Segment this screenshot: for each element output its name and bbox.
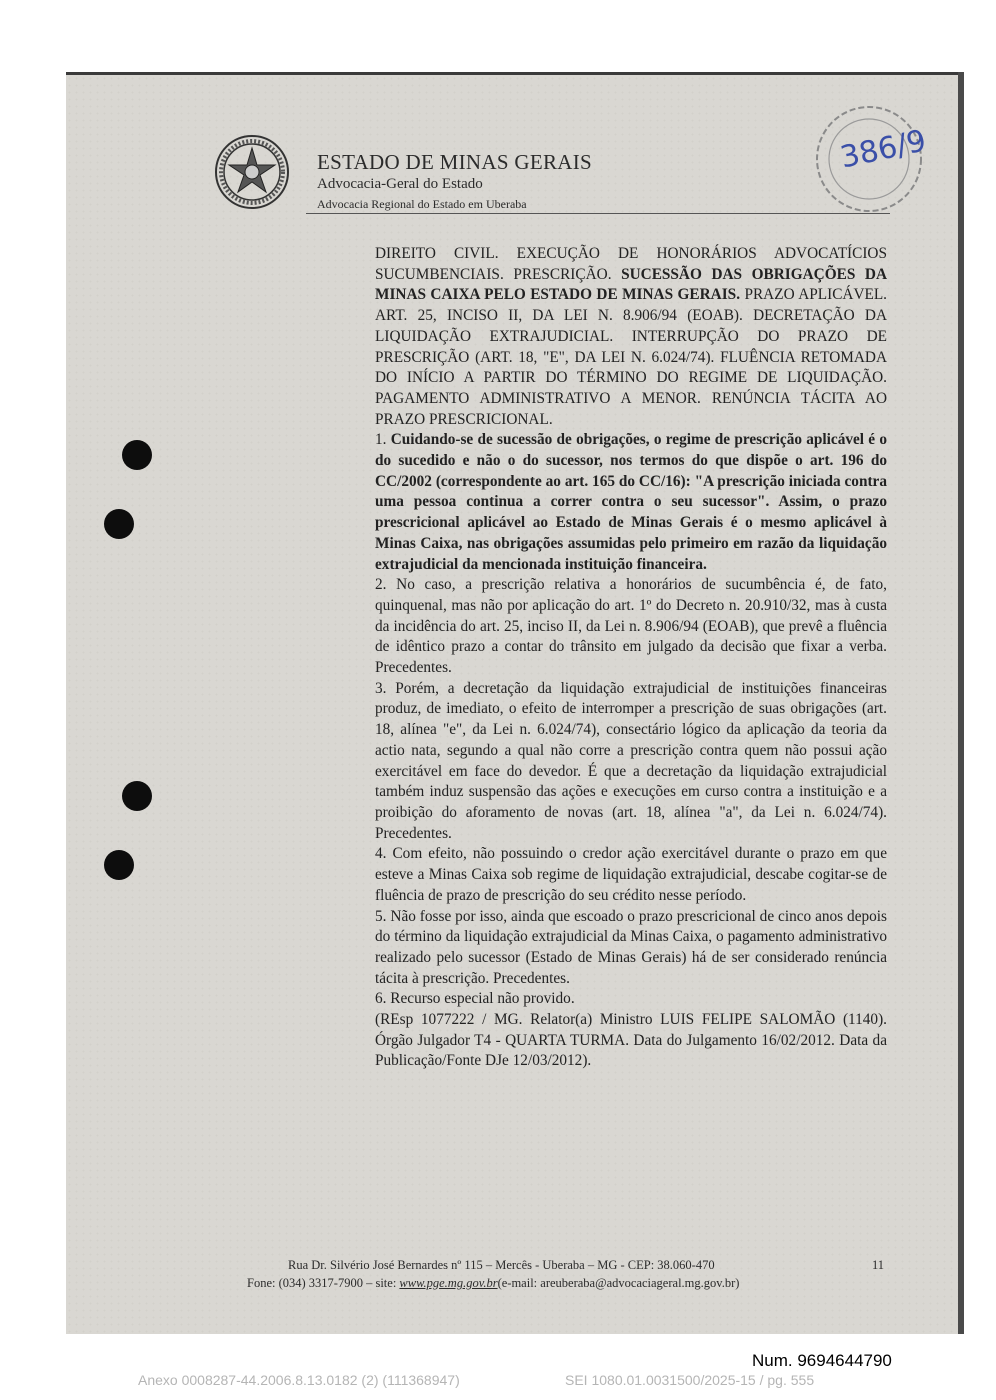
ementa-text bbox=[375, 244, 887, 1072]
footer-site-link[interactable]: www.pge.mg.gov.br bbox=[399, 1276, 498, 1290]
ementa-item-4: 4. Com efeito, não possuindo o credor ação exercitável durante o prazo em que esteve a Minas Caixa sob regime de liquidação extrajudicial, descabe cogitar-se de fluência de prazo de prescrição do seu crédito nesse período. bbox=[375, 845, 887, 904]
ementa-item-1 bbox=[375, 430, 887, 575]
footer-email: (e-mail: areuberaba@advocaciageral.mg.gov.br) bbox=[497, 1276, 740, 1290]
annex-reference: Anexo 0008287-44.2006.8.13.0182 (2) (111368947) bbox=[138, 1372, 460, 1388]
footer-address: Rua Dr. Silvério José Bernardes nº 115 – Mercês - Uberaba – MG - CEP: 38.060-470 bbox=[288, 1258, 715, 1272]
ementa-item-1-number: 1. bbox=[375, 431, 387, 449]
scan-edge-right bbox=[958, 72, 964, 1334]
header-title: ESTADO DE MINAS GERAIS bbox=[317, 150, 593, 174]
punch-hole bbox=[104, 850, 134, 880]
ementa-intro bbox=[375, 244, 887, 430]
punch-hole bbox=[122, 440, 152, 470]
handwritten-folio-number: 386/9 bbox=[837, 123, 930, 176]
ementa-item-2: 2. No caso, a prescrição relativa a honorários de sucumbência é, de fato, quinquenal, mas não por aplicação do art. 1º do Decreto n. 20.910/32, mas à custa da incidência do art. 25, inciso II, da Lei n. 8.906/94 (EOAB), que prevê a fluência de idêntico prazo a contar do trânsito em julgado da decisão que fixar a verba. Precedentes. bbox=[375, 576, 887, 677]
punch-hole bbox=[104, 509, 134, 539]
page-number: 11 bbox=[872, 1258, 885, 1272]
sei-reference: SEI 1080.01.0031500/2025-15 / pg. 555 bbox=[565, 1372, 815, 1388]
header-office: Advocacia Regional do Estado em Uberaba bbox=[317, 197, 527, 211]
document-number: Num. 9694644790 bbox=[752, 1351, 892, 1370]
footer-contact bbox=[247, 1276, 739, 1291]
ementa-item-6: 6. Recurso especial não provido. bbox=[375, 990, 575, 1008]
punch-hole bbox=[122, 781, 152, 811]
ementa-intro-rest: PRAZO APLICÁVEL. ART. 25, INCISO II, DA LEI N. 8.906/94 (EOAB). DECRETAÇÃO DA LIQUIDAÇÃO EXTRAJUDICIAL. INTERRUPÇÃO DO PRAZO DE PRESCRIÇÃO (ART. 18, "E", DA LEI N. 6.024/74). FLUÊNCIA RETOMADA DO INÍCIO A PARTIR DO TÉRMINO DO REGIME DE LIQUIDAÇÃO. PAGAMENTO ADMINISTRATIVO A MENOR. RENÚNCIA TÁCITA AO PRAZO PRESCRICIONAL. bbox=[375, 286, 888, 428]
ementa-item-5: 5. Não fosse por isso, ainda que escoado o prazo prescricional de cinco anos depois do término da liquidação extrajudicial da Minas Caixa, o pagamento administrativo realizado pelo sucessor (Estado de Minas Gerais) há de ser considerado renúncia tácita à prescrição. Precedentes. bbox=[375, 907, 887, 987]
header-subtitle: Advocacia-Geral do Estado bbox=[317, 176, 483, 192]
state-coat-of-arms-icon bbox=[214, 134, 290, 210]
ementa-citation: (REsp 1077222 / MG. Relator(a) Ministro LUIS FELIPE SALOMÃO (1140). Órgão Julgador T4 - QUARTA TURMA. Data do Julgamento 16/02/2012. Data da Publicação/Fonte DJe 12/03/2012). bbox=[375, 1011, 887, 1070]
header-divider bbox=[306, 213, 890, 214]
footer-phone: Fone: (034) 3317-7900 – site: bbox=[247, 1276, 400, 1290]
ementa-intro-bold: SUCESSÃO DAS OBRIGAÇÕES DA MINAS CAIXA PELO ESTADO DE MINAS GERAIS. bbox=[375, 265, 887, 304]
ementa-intro-regular: DIREITO CIVIL. EXECUÇÃO DE HONORÁRIOS ADVOCATÍCIOS SUCUMBENCIAIS. PRESCRIÇÃO. bbox=[375, 245, 887, 283]
ementa-item-3: 3. Porém, a decretação da liquidação extrajudicial de instituições financeiras produz, de imediato, o efeito de interromper a prescrição de suas obrigações (art. 18, alínea "e", da Lei n. 6.024/74), consectário lógico da aplicação da teoria da actio nata, segundo a qual não corre a prescrição contra quem não possui ação exercitável em face do devedor. É que a decretação da liquidação extrajudicial também induz suspensão das ações e execuções em curso contra a instituição e a proibição do aforamento de novas (art. 18, alínea "a", da Lei n. 6.024/74). Precedentes. bbox=[375, 679, 887, 842]
ementa-item-1-text: Cuidando-se de sucessão de obrigações, o regime de prescrição aplicável é o do sucedido e não o do sucessor, nos termos do que dispõe o art. 196 do CC/2002 (correspondente ao art. 165 do CC/16): "A prescrição iniciada contra uma pessoa continua a correr contra o seu sucessor". Assim, o prazo prescricional aplicável ao Estado de Minas Gerais é o mesmo aplicável à Minas Caixa, nas obrigações assumidas pelo primeiro em razão da liquidação extrajudicial da mencionada instituição financeira. bbox=[375, 431, 887, 573]
